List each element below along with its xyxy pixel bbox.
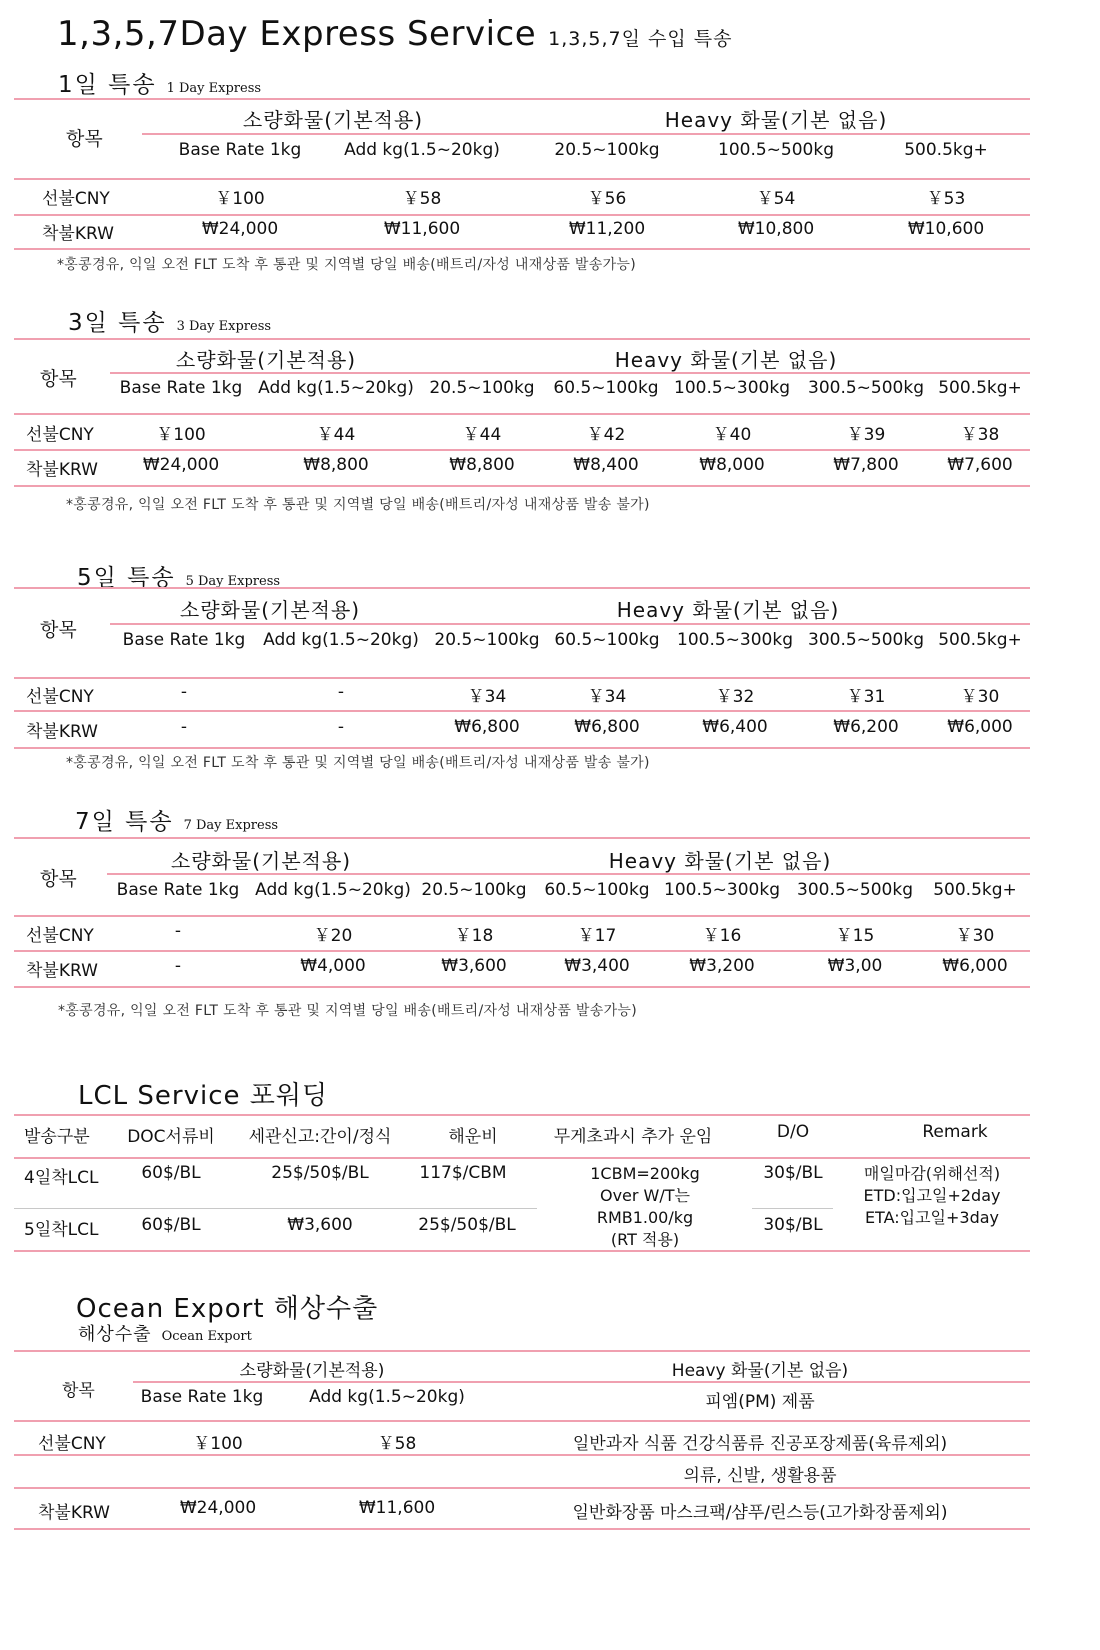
row-label: 착불KRW (26, 722, 98, 742)
lcl-row-freight: 117$/CBM (419, 1163, 507, 1183)
rate-cell: ￥18 (454, 926, 494, 946)
lcl-remark-line: 매일마감(위해선적) (863, 1164, 1001, 1183)
section-note: *홍콩경유, 익일 오전 FLT 도착 후 통관 및 지역별 당일 배송(배트리/자성 내재상품 발송가능) (58, 1003, 637, 1019)
column-header: 20.5~100kg (434, 630, 540, 650)
lcl-overweight-line: 1CBM=200kg (590, 1164, 700, 1183)
rate-cell: ￥32 (715, 687, 755, 707)
divider (107, 873, 1030, 875)
section-title-text: 5일 특송 (77, 565, 176, 591)
lcl-header-customs: 세관신고:간이/정식 (248, 1127, 392, 1147)
rate-cell: - (180, 717, 188, 737)
rate-cell: ￥17 (577, 926, 617, 946)
divider (133, 1381, 1030, 1383)
divider (14, 1208, 537, 1209)
section-subtitle: 7 Day Express (183, 818, 279, 833)
rate-cell: ₩11,200 (568, 219, 646, 239)
lcl-remark-line: ETD:입고일+2day (863, 1186, 1001, 1205)
section-note: *홍콩경유, 익일 오전 FLT 도착 후 통관 및 지역별 당일 배송(배트리/자성 내재상품 발송 불가) (66, 497, 650, 513)
rate-cell: - (180, 682, 188, 702)
rate-cell: ￥53 (926, 189, 966, 209)
row-label: 선불CNY (26, 926, 94, 946)
rate-cell: ₩6,200 (833, 717, 899, 737)
divider (14, 413, 1030, 415)
light-cargo-label: 소량화물(기본적용) (170, 849, 352, 873)
lcl-header-type: 발송구분 (24, 1127, 90, 1147)
section-title (75, 803, 278, 836)
rate-cell: ₩7,600 (947, 455, 1013, 475)
divider (14, 747, 1030, 749)
lcl-title: LCL Service 포워딩 (78, 1081, 329, 1111)
lcl-overweight-info (590, 1163, 700, 1251)
column-header: 100.5~300kg (677, 630, 793, 650)
rate-cell: ￥20 (313, 926, 353, 946)
rate-cell: ￥56 (587, 189, 627, 209)
rate-cell: ₩3,600 (441, 956, 507, 976)
heavy-cargo-label: Heavy 화물(기본 없음) (616, 598, 840, 622)
divider (14, 1420, 1030, 1422)
divider (14, 1454, 1030, 1456)
rate-cell: ￥54 (756, 189, 796, 209)
column-header: Add kg(1.5~20kg) (344, 140, 500, 160)
column-header: Add kg(1.5~20kg) (263, 630, 419, 650)
column-header: 60.5~100kg (554, 630, 660, 650)
item-label: 항목 (40, 368, 77, 390)
rate-cell: ₩8,800 (303, 455, 369, 475)
column-header: Add kg(1.5~20kg) (255, 880, 411, 900)
rate-cell: ￥44 (462, 425, 502, 445)
rate-cell: ₩6,800 (574, 717, 640, 737)
ocean-subtitle (78, 1320, 252, 1346)
rate-cell: ₩24,000 (201, 219, 279, 239)
section-title (58, 66, 261, 99)
lcl-overweight-line: Over W/T는 (599, 1186, 690, 1205)
divider (14, 178, 1030, 180)
rate-cell: ₩24,000 (142, 455, 220, 475)
lcl-row-do: 30$/BL (763, 1163, 823, 1183)
lcl-remark-info (864, 1163, 1001, 1229)
light-cargo-label: 소량화물(기본적용) (179, 598, 361, 622)
ocean-row-label: 선불CNY (38, 1434, 106, 1454)
divider (110, 372, 1030, 374)
ocean-subtitle-ko: 해상수출 (78, 1324, 152, 1345)
column-header: 500.5kg+ (904, 140, 988, 160)
column-header: 20.5~100kg (554, 140, 660, 160)
rate-cell: ￥38 (960, 425, 1000, 445)
divider (14, 485, 1030, 487)
divider (14, 1157, 1030, 1159)
divider (110, 623, 1030, 625)
column-header: 500.5kg+ (933, 880, 1017, 900)
divider (752, 1208, 833, 1209)
rate-cell: ₩4,000 (300, 956, 366, 976)
ocean-row-heavy: 의류, 신발, 생활용품 (683, 1466, 837, 1486)
section-title-text: 3일 특송 (68, 310, 167, 336)
column-header: Base Rate 1kg (178, 140, 302, 160)
ocean-row-base: ￥100 (193, 1434, 243, 1454)
rate-cell: ₩6,800 (454, 717, 520, 737)
ocean-row-add: ₩11,600 (358, 1498, 436, 1518)
rate-cell: ₩8,400 (573, 455, 639, 475)
rate-cell: ₩3,200 (689, 956, 755, 976)
rate-cell: ￥16 (702, 926, 742, 946)
rate-cell: ₩6,000 (942, 956, 1008, 976)
column-header: 500.5kg+ (938, 378, 1022, 398)
section-title-text: 1일 특송 (58, 72, 157, 98)
lcl-header-do: D/O (776, 1122, 810, 1142)
section-note: *홍콩경유, 익일 오전 FLT 도착 후 통관 및 지역별 당일 배송(배트리/자성 내재상품 발송 불가) (66, 755, 650, 771)
rate-cell: ￥100 (156, 425, 206, 445)
column-header: 300.5~500kg (808, 378, 924, 398)
rate-cell: ￥15 (835, 926, 875, 946)
rate-cell: - (174, 921, 182, 941)
rate-cell: ₩6,000 (947, 717, 1013, 737)
column-header: 500.5kg+ (938, 630, 1022, 650)
lcl-header-overweight: 무게초과시 추가 운임 (553, 1127, 713, 1147)
lcl-row-freight: 25$/50$/BL (418, 1215, 516, 1235)
item-label: 항목 (66, 128, 103, 150)
lcl-overweight-line: RMB1.00/kg (596, 1208, 694, 1227)
ocean-subtitle-en: Ocean Export (161, 1329, 252, 1344)
rate-cell: ₩7,800 (833, 455, 899, 475)
divider (14, 587, 1030, 589)
lcl-overweight-line: (RT 적용) (610, 1230, 680, 1249)
divider (142, 133, 1030, 135)
row-label: 선불CNY (26, 425, 94, 445)
divider (14, 248, 1030, 250)
section-subtitle: 1 Day Express (166, 81, 262, 96)
rate-cell: ￥39 (846, 425, 886, 445)
row-label: 선불CNY (26, 687, 94, 707)
divider (14, 915, 1030, 917)
column-header: Add kg(1.5~20kg) (258, 378, 414, 398)
divider (14, 837, 1030, 839)
lcl-row-customs: 25$/50$/BL (271, 1163, 369, 1183)
column-header: 60.5~100kg (553, 378, 659, 398)
section-subtitle: 5 Day Express (185, 574, 281, 589)
heavy-cargo-label: Heavy 화물(기본 없음) (608, 849, 832, 873)
light-cargo-label: 소량화물(기본적용) (175, 348, 357, 372)
divider (14, 677, 1030, 679)
rate-cell: ₩10,800 (737, 219, 815, 239)
column-header: 100.5~500kg (718, 140, 834, 160)
column-header: 300.5~500kg (797, 880, 913, 900)
column-header: Base Rate 1kg (116, 880, 240, 900)
ocean-row-add: ￥58 (377, 1434, 417, 1454)
item-label: 항목 (40, 868, 77, 890)
ocean-row-label: 착불KRW (38, 1503, 110, 1523)
lcl-row-customs: ₩3,600 (287, 1215, 353, 1235)
divider (14, 1250, 1030, 1252)
ocean-item-label: 항목 (62, 1381, 95, 1401)
section-title-text: 7일 특송 (75, 809, 174, 835)
rate-cell: ₩8,800 (449, 455, 515, 475)
rate-cell: ₩8,000 (699, 455, 765, 475)
divider (14, 950, 1030, 952)
section-title (68, 304, 271, 337)
rate-cell: ₩3,00 (827, 956, 883, 976)
divider (14, 1350, 1030, 1352)
rate-cell: ₩6,400 (702, 717, 768, 737)
lcl-header-freight: 해운비 (448, 1127, 498, 1147)
ocean-heavy-label: Heavy 화물(기본 없음) (671, 1361, 849, 1381)
item-label: 항목 (40, 619, 77, 641)
lcl-row-do: 30$/BL (763, 1215, 823, 1235)
rate-cell: ￥30 (960, 687, 1000, 707)
row-label: 착불KRW (26, 961, 98, 981)
rate-cell: ￥40 (712, 425, 752, 445)
divider (14, 214, 1030, 216)
rate-cell: ₩11,600 (383, 219, 461, 239)
ocean-light-label: 소량화물(기본적용) (239, 1361, 385, 1381)
section-note: *홍콩경유, 익일 오전 FLT 도착 후 통관 및 지역별 당일 배송(배트리/자성 내재상품 발송가능) (57, 257, 636, 273)
heavy-cargo-label: Heavy 화물(기본 없음) (664, 108, 888, 132)
lcl-row-doc: 60$/BL (141, 1163, 201, 1183)
divider (14, 98, 1030, 100)
ocean-title: Ocean Export 해상수출 (76, 1294, 379, 1324)
column-header: 20.5~100kg (421, 880, 527, 900)
rate-cell: - (337, 682, 345, 702)
rate-cell: ￥30 (955, 926, 995, 946)
lcl-row-doc: 60$/BL (141, 1215, 201, 1235)
rate-cell: ￥31 (846, 687, 886, 707)
row-label: 착불KRW (42, 224, 114, 244)
divider (14, 1528, 1030, 1530)
rate-cell: ￥34 (467, 687, 507, 707)
divider (14, 338, 1030, 340)
rate-cell: ￥100 (215, 189, 265, 209)
divider (14, 986, 1030, 988)
divider (14, 710, 1030, 712)
ocean-col-heavy: 피엠(PM) 제품 (705, 1392, 815, 1412)
heavy-cargo-label: Heavy 화물(기본 없음) (614, 348, 838, 372)
lcl-remark-line: ETA:입고일+3day (864, 1208, 1000, 1227)
divider (14, 1487, 1030, 1489)
row-label: 선불CNY (42, 189, 110, 209)
divider (14, 1114, 1030, 1116)
lcl-row-label: 4일착LCL (24, 1168, 99, 1188)
ocean-col-base: Base Rate 1kg (140, 1387, 264, 1407)
column-header: Base Rate 1kg (122, 630, 246, 650)
rate-cell: - (174, 956, 182, 976)
lcl-header-doc: DOC서류비 (127, 1127, 215, 1147)
ocean-row-base: ₩24,000 (179, 1498, 257, 1518)
page-subtitle: 1,3,5,7일 수입 특송 (548, 28, 733, 50)
column-header: 20.5~100kg (429, 378, 535, 398)
light-cargo-label: 소량화물(기본적용) (242, 108, 424, 132)
column-header: 100.5~300kg (674, 378, 790, 398)
page-title (57, 14, 732, 54)
rate-cell: ￥34 (587, 687, 627, 707)
rate-cell: ￥44 (316, 425, 356, 445)
rate-cell: ￥58 (402, 189, 442, 209)
rate-cell: - (337, 717, 345, 737)
row-label: 착불KRW (26, 460, 98, 480)
ocean-row-heavy: 일반화장품 마스크팩/샴푸/린스등(고가화장품제외) (572, 1503, 948, 1523)
column-header: 300.5~500kg (808, 630, 924, 650)
column-header: Base Rate 1kg (119, 378, 243, 398)
rate-cell: ₩10,600 (907, 219, 985, 239)
page-title-text: 1,3,5,7Day Express Service (57, 14, 537, 54)
section-subtitle: 3 Day Express (176, 319, 272, 334)
lcl-row-label: 5일착LCL (24, 1220, 99, 1240)
ocean-col-add: Add kg(1.5~20kg) (309, 1387, 465, 1407)
ocean-row-heavy: 일반과자 식품 건강식품류 진공포장제품(육류제외) (572, 1434, 948, 1454)
rate-cell: ₩3,400 (564, 956, 630, 976)
rate-cell: ￥42 (586, 425, 626, 445)
divider (14, 449, 1030, 451)
column-header: 60.5~100kg (544, 880, 650, 900)
lcl-header-remark: Remark (922, 1122, 988, 1142)
column-header: 100.5~300kg (664, 880, 780, 900)
